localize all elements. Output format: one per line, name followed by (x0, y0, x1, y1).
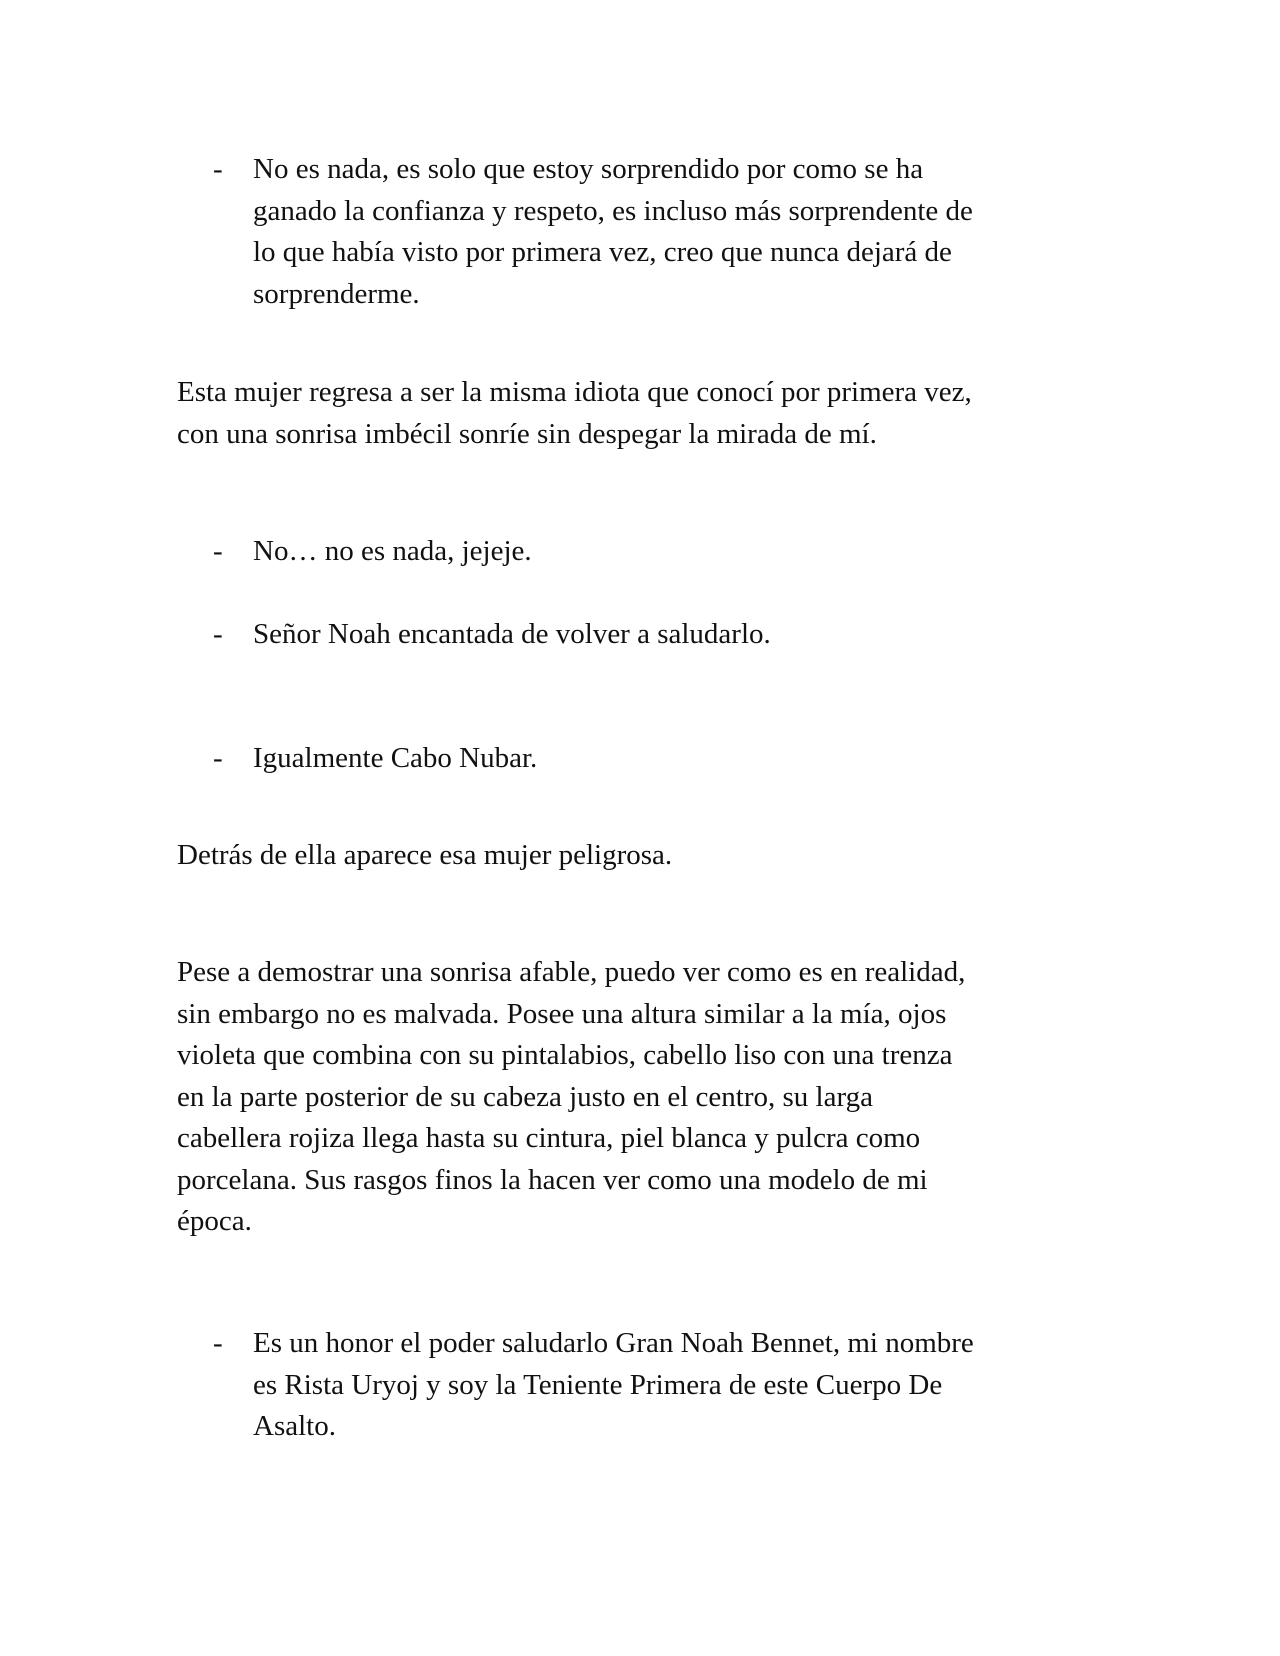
dialogue-block (213, 738, 1113, 780)
narrative-paragraph (177, 952, 1117, 1243)
dialogue-block (213, 614, 1113, 656)
text-line: Pese a demostrar una sonrisa afable, puedo ver como es en realidad, (177, 956, 966, 988)
text-line: con una sonrisa imbécil sonríe sin despegar la mirada de mí. (177, 417, 877, 450)
text-line: No… no es nada, jejeje. (253, 535, 532, 567)
dialogue-dash: - (213, 618, 223, 650)
dialogue-block (213, 531, 1113, 573)
text-line: Es un honor el poder saludarlo Gran Noah Bennet, mi nombre (253, 1327, 974, 1359)
text-line: violeta que combina con su pintalabios, cabello liso con una trenza (177, 1039, 953, 1071)
text-line: en la parte posterior de su cabeza justo en el centro, su larga (177, 1080, 873, 1113)
text-line: Detrás de ella aparece esa mujer peligrosa. (177, 839, 673, 871)
text-line: porcelana. Sus rasgos finos la hacen ver como una modelo de mi (177, 1163, 928, 1196)
text-line: sin embargo no es malvada. Posee una altura similar a la mía, ojos (177, 997, 947, 1030)
text-line: No es nada, es solo que estoy sorprendido por como se ha (253, 153, 924, 185)
dialogue-dash: - (213, 535, 223, 567)
dialogue-dash: - (213, 1327, 223, 1359)
text-line: época. (177, 1205, 252, 1237)
dialogue-dash: - (213, 153, 223, 185)
text-line: Esta mujer regresa a ser la misma idiota que conocí por primera vez, (177, 376, 972, 408)
text-line: ganado la confianza y respeto, es incluso más sorprendente de (253, 194, 973, 227)
text-line: sorprenderme. (253, 277, 420, 310)
text-line: cabellera rojiza llega hasta su cintura, piel blanca y pulcra como (177, 1122, 921, 1154)
text-line: Asalto. (253, 1410, 336, 1442)
text-line: Señor Noah encantada de volver a saludarlo. (253, 618, 771, 650)
dialogue-block (213, 1323, 1113, 1448)
narrative-paragraph (177, 835, 1117, 877)
dialogue-text (253, 1323, 1113, 1448)
dialogue-dash: - (213, 742, 223, 774)
text-line: lo que había visto por primera vez, creo que nunca dejará de (253, 236, 952, 268)
narrative-paragraph (177, 372, 1117, 455)
dialogue-text (253, 149, 1113, 315)
dialogue-text (253, 614, 1113, 656)
dialogue-block (213, 149, 1113, 315)
text-line: es Rista Uryoj y soy la Teniente Primera de este Cuerpo De (253, 1368, 943, 1401)
dialogue-text (253, 531, 1113, 573)
text-line: Igualmente Cabo Nubar. (253, 742, 538, 774)
dialogue-text (253, 738, 1113, 780)
